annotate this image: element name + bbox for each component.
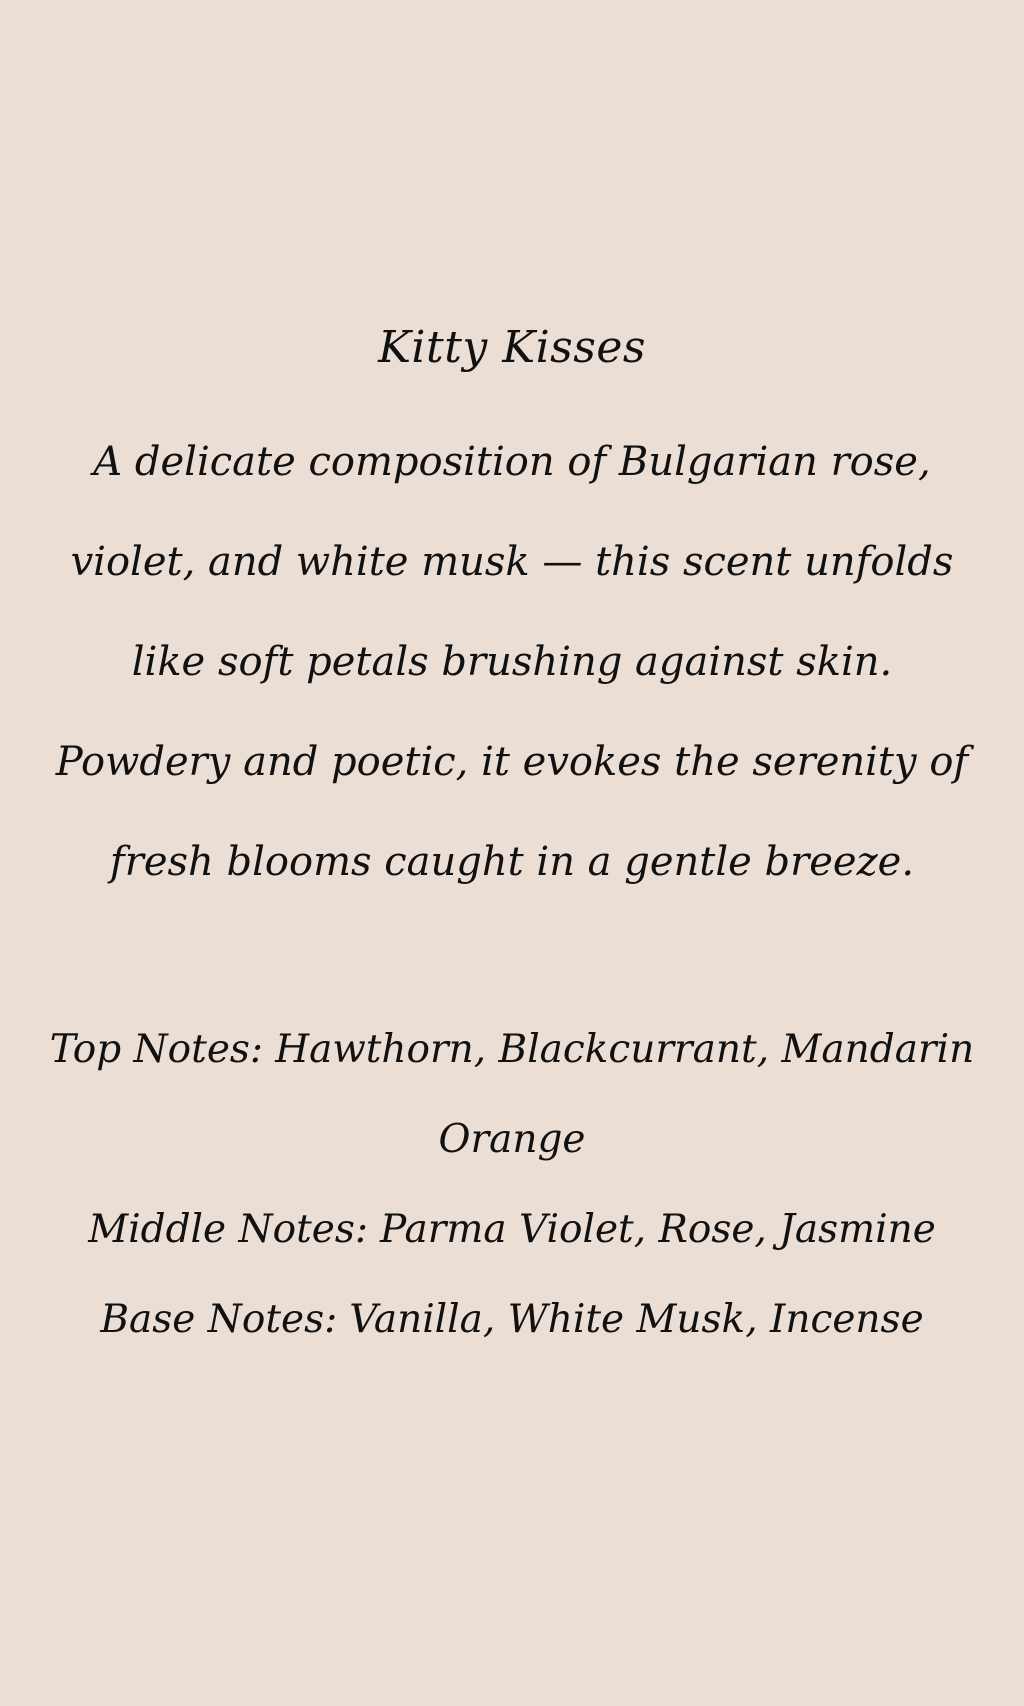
description-line-5: fresh blooms caught in a gentle breeze. <box>109 839 915 885</box>
description-line-4: Powdery and poetic, it evokes the serenity of <box>55 739 969 785</box>
base-notes-label: Base Notes: <box>100 1297 338 1342</box>
top-notes-label: Top Notes: <box>49 1027 264 1072</box>
top-notes <box>20 1005 1004 1185</box>
product-title: Kitty Kisses <box>378 322 646 373</box>
middle-notes-label: Middle Notes: <box>88 1207 369 1252</box>
description-line-3: like soft petals brushing against skin. <box>131 639 893 685</box>
description-line-2: violet, and white musk — this scent unfolds <box>70 539 954 585</box>
fragrance-notes <box>20 1005 1004 1365</box>
product-description <box>30 412 994 912</box>
middle-notes-value: Parma Violet, Rose, Jasmine <box>380 1207 936 1252</box>
base-notes-value: Vanilla, White Musk, Incense <box>349 1297 924 1342</box>
top-notes-value: Hawthorn, Blackcurrant, Mandarin Orange <box>275 1027 975 1162</box>
description-line-1: A delicate composition of Bulgarian rose, <box>93 439 931 485</box>
middle-notes <box>20 1185 1004 1275</box>
base-notes <box>20 1275 1004 1365</box>
